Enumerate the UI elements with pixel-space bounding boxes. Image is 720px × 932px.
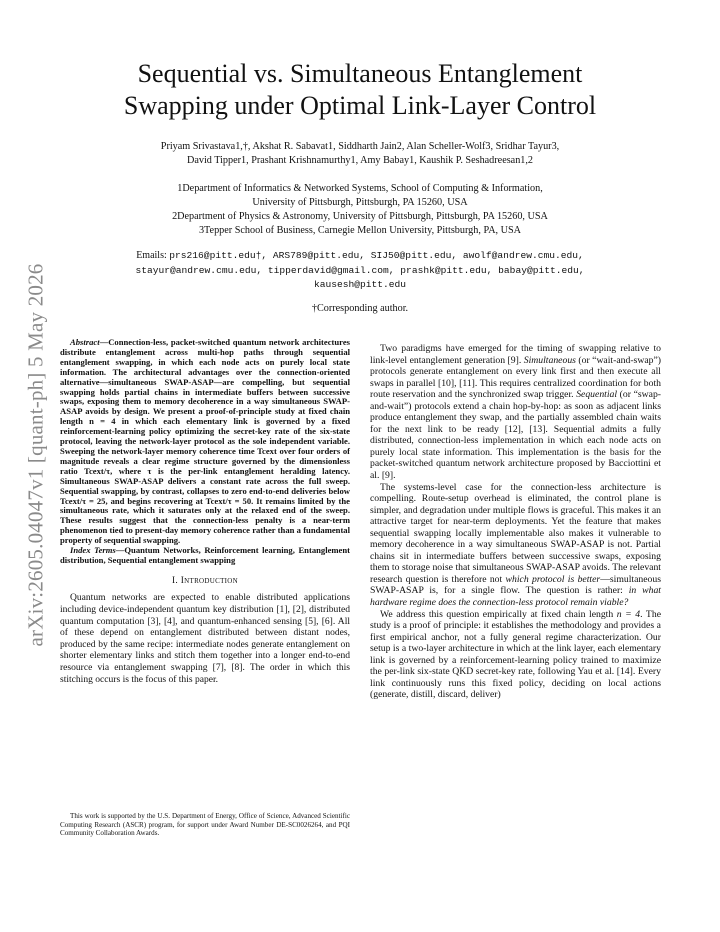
p2-text-e: (or “swap-and-wait”) protocols extend a chain hop-by-hop: as soon as adjacent links produce entanglement they swap, and the partially assembled chain waits for the next link to be ready [12], [13]. Sequential admits a fully distributed, connection-less implementation in which each node acts on purely local state information. This implementation is the basis for the packet-switched quantum network architecture proposed by Bacciottini et al. [9]. xyxy=(370,389,662,482)
emails-line-3: kausesh@pitt.edu xyxy=(313,279,407,290)
abstract xyxy=(60,338,350,546)
affiliation-line-1: 1Department of Informatics & Networked Systems, School of Computing & Information, xyxy=(177,183,543,194)
emails-line-2: stayur@andrew.cmu.edu, tipperdavid@gmail.com, prashk@pitt.edu, babay@pitt.edu, xyxy=(135,264,585,276)
p3-text-a: The systems-level case for the connection-less architecture is compelling. Route-setup overhead is eliminated, the control plane is simpler, and degradation under multiple flows is graceful. This makes it an attractive target for near-term deployments. Yet the feature that makes sequential swapping locally implementable also makes it vulnerable to memory decoherence in a way simultaneous SWAP-ASAP is not. Partial chains sit in intermediate buffers between successive swaps, exposing them to storage noise that simultaneous SWAP-ASAP avoids. The relevant research question is therefore not xyxy=(370,481,661,585)
affiliation-line-4: 3Tepper School of Business, Carnegie Mellon University, Pittsburgh, PA, USA xyxy=(198,225,522,236)
paper-title xyxy=(70,58,650,122)
footnote-text: This work is supported by the U.S. Department of Energy, Office of Science, Advanced Scientific Computing Research (ASCR) program, for support under Award Number DE-SC0026264, and PQI Community Collaboration Awards. xyxy=(60,812,350,837)
affiliations xyxy=(72,182,648,238)
index-terms-text: —Quantum Networks, Reinforcement learning, Entanglement distribution, Sequential entanglement swapping xyxy=(60,545,351,565)
right-column xyxy=(370,343,661,701)
p3-text-c: —simultaneous SWAP-ASAP is, for a single flow. The question is rather: xyxy=(370,573,661,597)
title-line-2: Swapping under Optimal Link-Layer Control xyxy=(123,91,597,120)
index-terms xyxy=(60,546,350,566)
intro-paragraph-4 xyxy=(370,609,661,701)
section-numeral: I. xyxy=(171,575,179,586)
emails-label: Emails: xyxy=(136,250,167,261)
p4-text-a: We address this question empirically at fixed chain length xyxy=(380,608,617,620)
funding-footnote xyxy=(60,812,350,838)
section-heading-introduction xyxy=(60,576,350,588)
intro-paragraph-1: Quantum networks are expected to enable distributed applications including device-independent quantum key distribution [1], [2], distributed quantum computation [3], [4], and quantum-enhanced sensing [5], [6]. All of these depend on entanglement distributed between distant nodes, produced by the same recipe: intermediate nodes generate entanglement on shorter elementary links and stitch them together into a longer end-to-end resource via entanglement swapping [7], [8]. The order in which this stitching occurs is the focus of this paper. xyxy=(60,592,350,685)
title-line-1: Sequential vs. Simultaneous Entanglement xyxy=(137,59,583,88)
p2-text-a: Two paradigms have emerged for the timing of swapping relative to link-level entanglement generation [9]. xyxy=(370,343,661,366)
arxiv-identifier[interactable]: arXiv:2605.04047v1 [quant-ph] 5 May 2026 xyxy=(23,263,48,647)
affiliation-line-2: University of Pittsburgh, Pittsburgh, PA 15260, USA xyxy=(252,197,468,208)
abstract-text: —Connection-less, packet-switched quantum network architectures distribute entanglement across multi-hop paths through sequential entanglement swapping, in which each node acts on purely local state information. The architectural advantages over the connection-oriented alternative—simultaneous SWAP-ASAP—are compelling, but sequential swapping holds partial chains in intermediate buffers between successive swaps, exposing them to memory decoherence in a way simultaneous SWAP-ASAP avoids by design. We present a proof-of-principle study at fixed chain length n = 4 in which each elementary link is governed by a fixed reinforcement-learning policy optimizing the secret-key rate of the six-state protocol, leaving the network-layer protocol as the sole independent variable. Sweeping the network-layer memory coherence time Tcext over four orders of magnitude reveals a clear regime structure governed by the dimensionless ratio Tcext/τ, where τ is the per-link entanglement heralding latency. Simultaneous SWAP-ASAP delivers a constant rate across the full sweep. Sequential swapping, by contrast, collapses to zero end-to-end deliveries below Tcext/τ = 25, and begins recovering at Tcext/τ = 50. It remains limited by the simultaneous rate, which it saturates only at the relaxed end of the sweep. These results suggest that the connection-less penalty is a near-term phenomenon tied to present-day memory coherence rather than a fundamental property of sequential swapping. xyxy=(60,337,350,546)
p2-emph-simultaneous: Simultaneous xyxy=(523,354,576,366)
email-block xyxy=(62,249,658,293)
intro-paragraph-3 xyxy=(370,482,661,609)
p2-emph-sequential: Sequential xyxy=(576,389,618,401)
p4-text-b: . The study is a proof of principle: it establishes the methodology and provides a first empirical anchor, not a fully general regime characterization. Our setup is a two-layer architecture in which at the link layer, each elementary link is governed by a reinforcement-learning policy trained to maximize the per-link six-state QKD secret-key rate, following Yau et al. [14]. Every link continuously runs this fixed policy, deciding on local actions (generate, distill, discard, deliver) xyxy=(370,608,661,701)
section-title: Introduction xyxy=(180,575,238,586)
authors-line-2: David Tipper1, Prashant Krishnamurthy1, Amy Babay1, Kaushik P. Seshadreesan1,2 xyxy=(186,155,534,166)
authors-line-1: Priyam Srivastava1,†, Akshat R. Sabavat1, Siddharth Jain2, Alan Scheller-Wolf3, Sridhar Tayur3, xyxy=(160,141,560,152)
p3-emph-a: which protocol is better xyxy=(505,573,601,585)
author-list xyxy=(72,140,648,168)
left-column xyxy=(60,338,350,685)
p2-text-c: (or “wait-and-swap”) protocols generate entanglement on every link first and then execute all swaps in parallel [10], [11]. This requires centralized coordination for both route reservation and the synchronized swap trigger. xyxy=(370,354,661,401)
emails-line-1: prs216@pitt.edu†, ARS789@pitt.edu, SIJ50@pitt.edu, awolf@andrew.cmu.edu, xyxy=(169,250,584,261)
affiliation-line-3: 2Department of Physics & Astronomy, University of Pittsburgh, Pittsburgh, PA 15260, USA xyxy=(172,211,548,222)
arxiv-sidebar-stamp xyxy=(16,250,56,660)
p3-emph-question: in what hardware regime does the connection-less protocol remain viable? xyxy=(370,585,661,609)
corresponding-author-note: †Corresponding author. xyxy=(311,303,409,314)
p4-math-n: n = 4 xyxy=(616,608,641,620)
index-terms-label: Index Terms xyxy=(70,545,116,556)
intro-paragraph-2 xyxy=(370,343,661,482)
abstract-label: Abstract xyxy=(70,337,100,347)
